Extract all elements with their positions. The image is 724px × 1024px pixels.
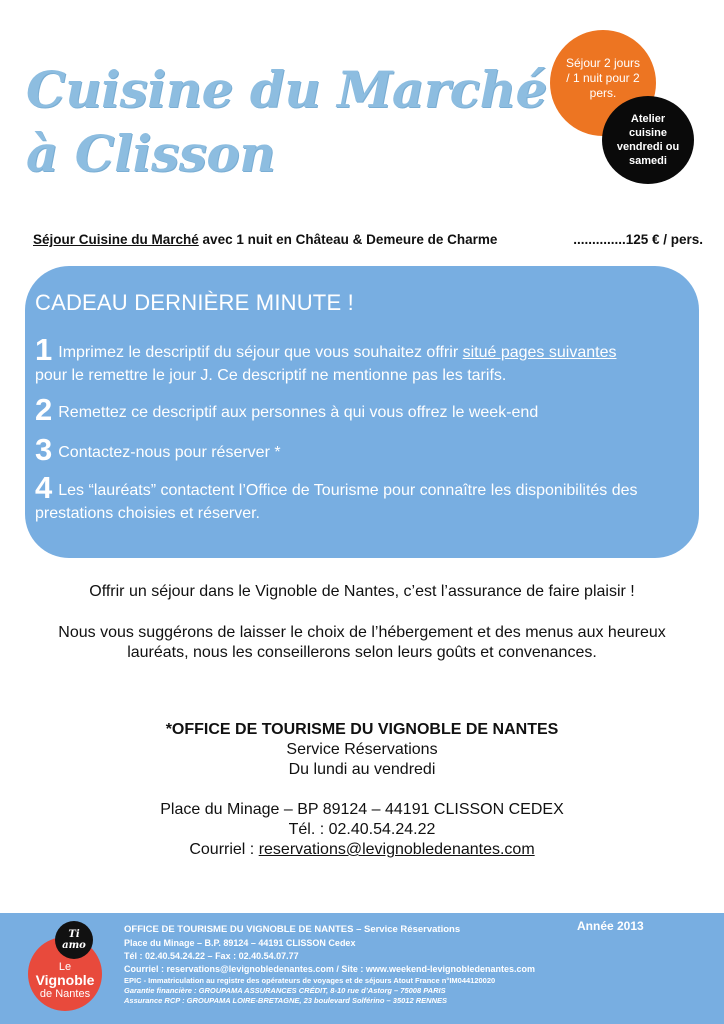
footer-phone-line: Tél : 02.40.54.24.22 – Fax : 02.40.54.07.77 bbox=[124, 951, 299, 961]
offer-detail: avec 1 nuit en Château & Demeure de Charme bbox=[198, 232, 498, 247]
step-text: Les “lauréats” contactent l’Office de Tourisme pour connaître les disponibilités des prestations choisies et réserver. bbox=[35, 482, 638, 522]
step-number: 4 bbox=[35, 470, 53, 505]
offer-price: ..............125 € / pers. bbox=[573, 232, 703, 247]
step-number: 1 bbox=[35, 332, 53, 367]
logo-nantes: de Nantes bbox=[39, 988, 91, 1000]
gift-box-title: CADEAU DERNIÈRE MINUTE ! bbox=[35, 290, 354, 315]
email-link[interactable]: reservations@levignobledenantes.com bbox=[258, 841, 535, 858]
step-text: Contactez-nous pour réserver * bbox=[58, 444, 281, 461]
spacer bbox=[0, 780, 724, 800]
footer-info bbox=[124, 923, 714, 1006]
footer bbox=[0, 913, 724, 1024]
email-row bbox=[0, 840, 724, 860]
logo-vignoble: Vignoble bbox=[35, 972, 95, 988]
opening-days: Du lundi au vendredi bbox=[288, 761, 436, 778]
footer-address-line: Place du Minage – B.P. 89124 – 44191 CLISSON Cedex bbox=[124, 938, 356, 948]
footer-office-line: OFFICE DE TOURISME DU VIGNOBLE DE NANTES – Service Réservations bbox=[124, 924, 461, 935]
following-pages-link[interactable]: situé pages suivantes bbox=[462, 344, 617, 361]
title-line-1: Cuisine du Marché bbox=[26, 60, 547, 119]
step-text: Imprimez le descriptif du séjour que vous souhaitez offrir bbox=[58, 344, 463, 361]
gift-message: Offrir un séjour dans le Vignoble de Nantes, c’est l’assurance de faire plaisir ! bbox=[89, 583, 635, 600]
stay-duration-text: Séjour 2 jours / 1 nuit pour 2 pers. bbox=[565, 55, 641, 100]
cooking-workshop-badge bbox=[602, 96, 694, 184]
postal-address: Place du Minage – BP 89124 – 44191 CLISSON CEDEX bbox=[160, 801, 564, 818]
page-title bbox=[26, 58, 547, 186]
logo-le: Le bbox=[58, 961, 72, 973]
offer-line bbox=[33, 232, 703, 247]
phone-number: Tél. : 02.40.54.24.22 bbox=[288, 821, 436, 838]
cooking-workshop-text: Atelier cuisine vendredi ou samedi bbox=[616, 113, 680, 167]
step-number: 2 bbox=[35, 392, 53, 427]
step-3 bbox=[35, 432, 685, 467]
year-label: Année 2013 bbox=[577, 919, 644, 933]
step-4 bbox=[35, 470, 685, 525]
email-label: Courriel : bbox=[189, 841, 259, 858]
step-number: 3 bbox=[35, 432, 53, 467]
contact-block bbox=[0, 720, 724, 860]
step-1 bbox=[35, 332, 685, 387]
gift-instructions-box bbox=[25, 266, 699, 558]
footer-registration-line: EPIC - Immatriculation au registre des opérateurs de voyages et de séjours Atout France n°IM044120020 bbox=[124, 976, 496, 985]
step-text: Remettez ce descriptif aux personnes à qui vous offrez le week-end bbox=[58, 404, 539, 421]
step-text-continued: pour le remettre le jour J. Ce descriptif ne mentionne pas les tarifs. bbox=[35, 367, 507, 384]
service-name: Service Réservations bbox=[286, 741, 438, 758]
step-2 bbox=[35, 392, 685, 427]
office-name: *OFFICE DE TOURISME DU VIGNOBLE DE NANTES bbox=[165, 721, 559, 738]
footer-guarantee-line: Garantie financière : GROUPAMA ASSURANCES CRÉDIT, 8-10 rue d’Astorg – 75008 PARIS bbox=[124, 986, 446, 995]
suggestion-line-1: Nous vous suggérons de laisser le choix de l’hébergement et des menus aux heureux bbox=[58, 624, 666, 641]
title-line-2: à Clisson bbox=[26, 124, 276, 183]
footer-insurance-line: Assurance RCP : GROUPAMA LOIRE-BRETAGNE, 23 boulevard Solférino – 35012 RENNES bbox=[124, 996, 447, 1005]
footer-web-line: Courriel : reservations@levignobledenantes.com / Site : www.weekend-levignobledenantes.com bbox=[124, 964, 536, 974]
offer-name: Séjour Cuisine du Marché bbox=[33, 232, 199, 247]
suggestion-line-2: lauréats, nous les conseillerons selon leurs goûts et convenances. bbox=[127, 644, 597, 661]
ti-amo-logo-badge: Ti amo bbox=[55, 921, 93, 959]
